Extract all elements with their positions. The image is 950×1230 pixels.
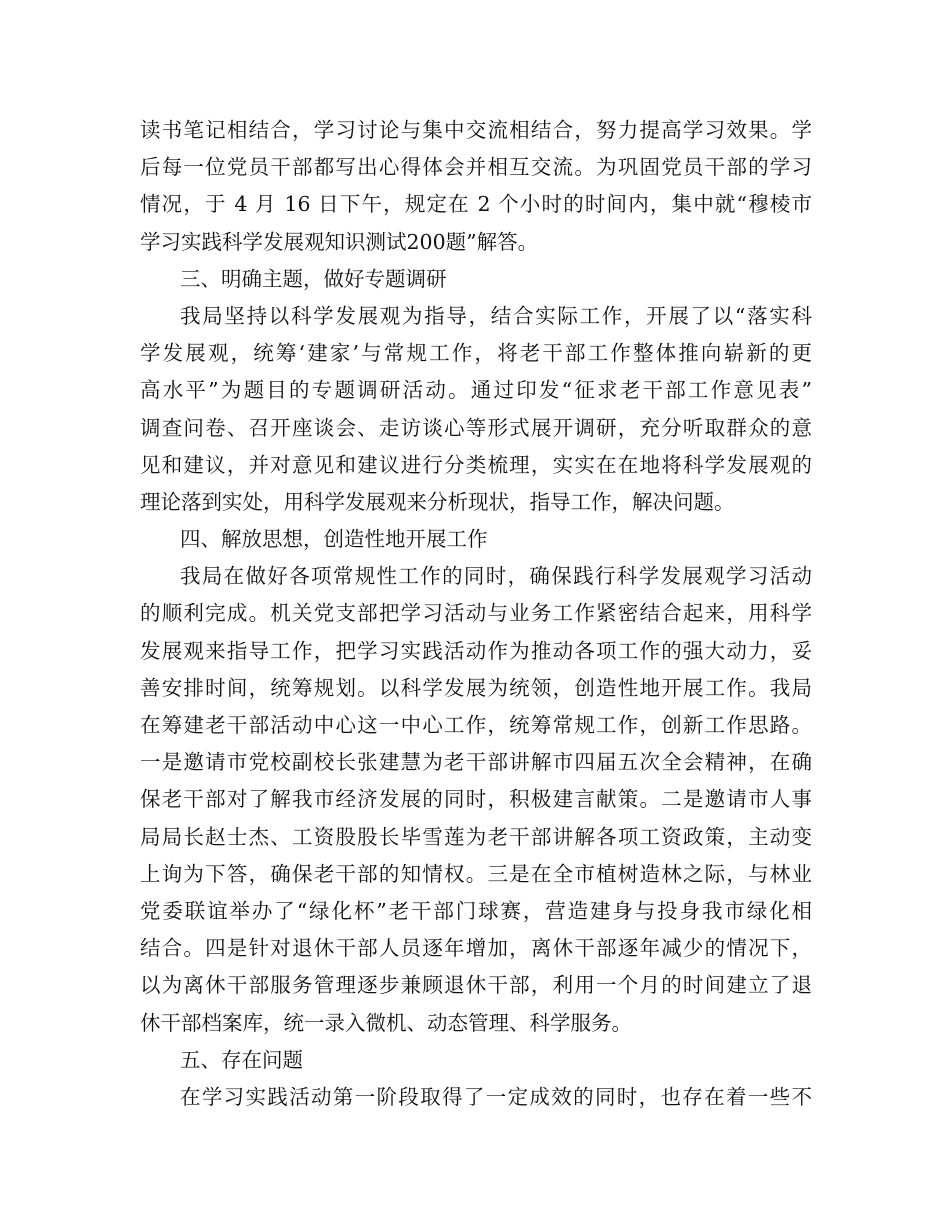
body-line: 一是邀请市党校副校长张建慧为老干部讲解市四届五次全会精神，在确	[140, 750, 812, 775]
body-line: 高水平”为题目的专题调研活动。通过印发“征求老干部工作意见表”	[140, 378, 812, 403]
body-line: 的顺利完成。机关党支部把学习活动与业务工作紧密结合起来，用科学	[140, 601, 812, 626]
body-line: 结合。四是针对退休干部人员逐年增加，离休干部逐年减少的情况下，	[140, 936, 812, 961]
body-line: 在筹建老干部活动中心这一中心工作，统筹常规工作，创新工作思路。	[140, 713, 812, 737]
body-line: 休干部档案库，统一录入微机、动态管理、科学服务。	[140, 1010, 632, 1035]
body-line: 党委联谊举办了“绿化杯”老干部门球赛，营造建身与投身我市绿化相	[140, 898, 812, 923]
body-line: 后每一位党员干部都写出心得体会并相互交流。为巩固党员干部的学习	[140, 155, 812, 180]
section-heading: 五、存在问题	[180, 1047, 303, 1072]
body-line: 调查问卷、召开座谈会、走访谈心等形式展开调研，充分听取群众的意	[140, 415, 812, 440]
body-line: 情况，于 4 月 16 日下午，规定在 2 个小时的时间内，集中就“穆棱市	[140, 192, 812, 217]
body-line: 上询为下答，确保老干部的知情权。三是在全市植树造林之际，与林业	[140, 861, 812, 886]
paragraph-first-line: 我局在做好各项常规性工作的同时，确保践行科学发展观学习活动	[180, 564, 812, 589]
body-line: 保老干部对了解我市经济发展的同时，积极建言献策。二是邀请市人事	[140, 787, 812, 812]
body-line: 善安排时间，统筹规划。以科学发展为统领，创造性地开展工作。我局	[140, 675, 812, 700]
paragraph-first-line: 在学习实践活动第一阶段取得了一定成效的同时，也存在着一些不	[180, 1084, 812, 1109]
body-line: 读书笔记相结合，学习讨论与集中交流相结合，努力提高学习效果。学	[140, 118, 812, 142]
body-line: 学发展观，统筹‘建家’与常规工作，将老干部工作整体推向崭新的更	[140, 341, 812, 366]
body-line: 理论落到实处，用科学发展观来分析现状，指导工作，解决问题。	[140, 489, 735, 514]
paragraph-first-line: 我局坚持以科学发展观为指导，结合实际工作，开展了以“落实科	[180, 303, 812, 328]
body-line: 见和建议，并对意见和建议进行分类梳理，实实在在地将科学发展观的	[140, 452, 812, 477]
section-heading: 四、解放思想，创造性地开展工作	[180, 527, 488, 552]
document-page	[140, 112, 812, 1116]
body-line: 发展观来指导工作，把学习实践活动作为推动各项工作的强大动力，妥	[140, 638, 812, 663]
body-line: 局局长赵士杰、工资股股长毕雪莲为老干部讲解各项工资政策，主动变	[140, 824, 812, 849]
body-line: 以为离休干部服务管理逐步兼顾退休干部，利用一个月的时间建立了退	[140, 973, 812, 998]
body-line: 学习实践科学发展观知识测试200题”解答。	[140, 229, 539, 254]
section-heading: 三、明确主题，做好专题调研	[180, 266, 447, 291]
